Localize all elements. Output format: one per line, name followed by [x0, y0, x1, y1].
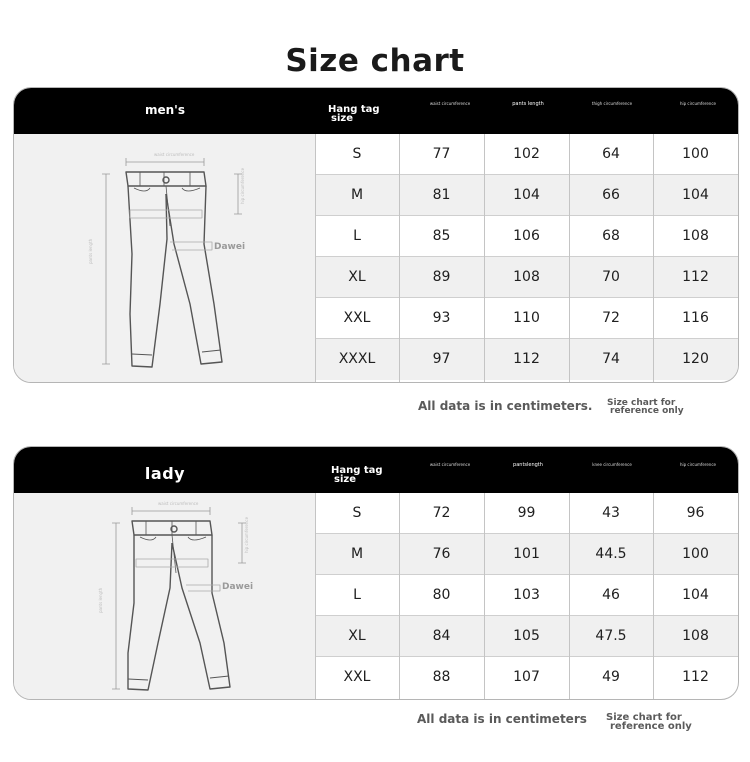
lady-col-length-header: pantslength — [513, 462, 543, 468]
size-cell: XL — [348, 269, 366, 285]
length-cell: 99 — [517, 505, 536, 521]
page-title: Size chart — [285, 43, 465, 72]
waist-cell: 80 — [432, 587, 451, 603]
size-cell: XXL — [343, 669, 371, 685]
hip-cell: 104 — [682, 587, 709, 603]
length-cell: 105 — [513, 628, 540, 644]
mens-col-thigh-header: thigh circumference — [591, 101, 633, 106]
mens-units-note: All data is in centimeters. — [418, 399, 593, 413]
lady-pants-diagram — [14, 493, 315, 699]
row-divider — [315, 615, 738, 616]
size-cell: XXXL — [338, 351, 376, 367]
lady-hang-tag-line1: Hang tag — [331, 465, 383, 476]
hip-cell: 104 — [682, 187, 709, 203]
size-cell: L — [353, 587, 361, 603]
length-cell: 102 — [513, 146, 540, 162]
svg-text:pants length: pants length — [98, 587, 103, 613]
svg-text:waist circumference: waist circumference — [154, 152, 195, 157]
table-row — [315, 175, 738, 216]
mens-pants-diagram — [14, 134, 315, 382]
column-divider — [399, 493, 400, 699]
lady-hang-tag-size-header — [331, 466, 383, 484]
row-divider — [315, 574, 738, 575]
mens-table-header — [14, 88, 738, 134]
length-cell: 101 — [513, 546, 540, 562]
row-divider — [315, 297, 738, 298]
row-divider — [315, 338, 738, 339]
length-cell: 112 — [513, 351, 540, 367]
waist-cell: 88 — [432, 669, 451, 685]
table-row — [315, 216, 738, 257]
mens-hang-tag-line2: size — [331, 113, 353, 124]
table-row — [315, 339, 738, 380]
thigh-cell: 66 — [602, 187, 620, 203]
hip-cell: 108 — [682, 228, 709, 244]
waist-cell: 72 — [432, 505, 451, 521]
lady-watermark: Dawei — [222, 582, 254, 592]
waist-cell: 97 — [432, 351, 451, 367]
size-cell: L — [353, 228, 361, 244]
svg-text:waist circumference: waist circumference — [158, 501, 199, 506]
length-cell: 106 — [513, 228, 540, 244]
mens-hang-tag-size-header — [328, 105, 380, 123]
hip-cell: 108 — [682, 628, 709, 644]
row-divider — [315, 656, 738, 657]
lady-reference-line2: reference only — [610, 721, 692, 732]
waist-cell: 84 — [432, 628, 451, 644]
svg-text:hip circumference: hip circumference — [244, 516, 249, 553]
length-cell: 108 — [513, 269, 540, 285]
lady-col-hip-header: hip circumference — [679, 462, 717, 467]
table-row — [315, 134, 738, 175]
table-row — [315, 616, 738, 657]
waist-cell: 85 — [432, 228, 451, 244]
lady-units-note: All data is in centimeters — [417, 712, 587, 726]
column-divider — [315, 134, 316, 382]
table-row — [315, 257, 738, 298]
length-cell: 110 — [513, 310, 540, 326]
table-row — [315, 493, 738, 534]
mens-hang-tag-line1: Hang tag — [328, 104, 380, 115]
size-cell: XXL — [343, 310, 371, 326]
hip-cell: 100 — [682, 546, 709, 562]
lady-pants-illustration — [14, 493, 315, 699]
row-divider — [315, 256, 738, 257]
column-divider — [484, 134, 485, 382]
waist-cell: 93 — [432, 310, 451, 326]
waist-cell: 76 — [432, 546, 451, 562]
lady-reference-note — [606, 713, 692, 731]
hip-cell: 116 — [682, 310, 709, 326]
thigh-cell: 70 — [602, 269, 620, 285]
mens-reference-line1: Size chart for — [607, 398, 676, 408]
row-divider — [315, 174, 738, 175]
mens-header-title: men's — [144, 103, 185, 117]
lady-table-header — [14, 447, 738, 493]
column-divider — [653, 493, 654, 699]
lady-col-knee-header: knee circumference — [592, 462, 632, 467]
thigh-cell: 68 — [602, 228, 620, 244]
svg-text:pants length: pants length — [88, 238, 93, 264]
row-divider — [315, 533, 738, 534]
knee-cell: 46 — [602, 587, 620, 603]
lady-hang-tag-line2: size — [334, 474, 356, 485]
mens-reference-line2: reference only — [610, 406, 684, 416]
table-row — [315, 534, 738, 575]
size-cell: XL — [348, 628, 366, 644]
mens-size-card — [13, 87, 739, 383]
mens-col-hip-header: hip circumference — [679, 101, 717, 106]
table-row — [315, 298, 738, 339]
size-cell: S — [352, 505, 362, 521]
waist-cell: 89 — [432, 269, 451, 285]
hip-cell: 120 — [682, 351, 709, 367]
lady-size-card — [13, 446, 739, 700]
thigh-cell: 74 — [602, 351, 620, 367]
column-divider — [315, 493, 316, 699]
length-cell: 104 — [513, 187, 540, 203]
length-cell: 103 — [513, 587, 540, 603]
table-row — [315, 657, 738, 698]
row-divider — [315, 215, 738, 216]
waist-cell: 77 — [432, 146, 451, 162]
knee-cell: 47.5 — [595, 628, 627, 644]
size-cell: S — [352, 146, 362, 162]
length-cell: 107 — [513, 669, 540, 685]
mens-col-waist-header: waist circumference — [429, 101, 471, 106]
lady-col-waist-header: waist circumference — [429, 462, 471, 467]
column-divider — [484, 493, 485, 699]
table-row — [315, 575, 738, 616]
column-divider — [399, 134, 400, 382]
column-divider — [569, 134, 570, 382]
mens-pants-illustration — [14, 134, 315, 382]
hip-cell: 96 — [686, 505, 705, 521]
size-cell: M — [350, 546, 364, 562]
column-divider — [569, 493, 570, 699]
svg-text:hip circumference: hip circumference — [240, 167, 245, 204]
knee-cell: 44.5 — [595, 546, 627, 562]
size-cell: M — [350, 187, 364, 203]
hip-cell: 100 — [682, 146, 709, 162]
mens-reference-note — [607, 399, 684, 415]
knee-cell: 49 — [602, 669, 620, 685]
thigh-cell: 64 — [602, 146, 620, 162]
lady-header-title: lady — [144, 464, 186, 483]
column-divider — [653, 134, 654, 382]
mens-watermark: Dawei — [214, 242, 246, 252]
lady-reference-line1: Size chart for — [606, 712, 682, 723]
mens-col-length-header: pants length — [512, 101, 544, 107]
knee-cell: 43 — [602, 505, 620, 521]
hip-cell: 112 — [682, 269, 709, 285]
thigh-cell: 72 — [602, 310, 620, 326]
waist-cell: 81 — [432, 187, 451, 203]
hip-cell: 112 — [682, 669, 709, 685]
